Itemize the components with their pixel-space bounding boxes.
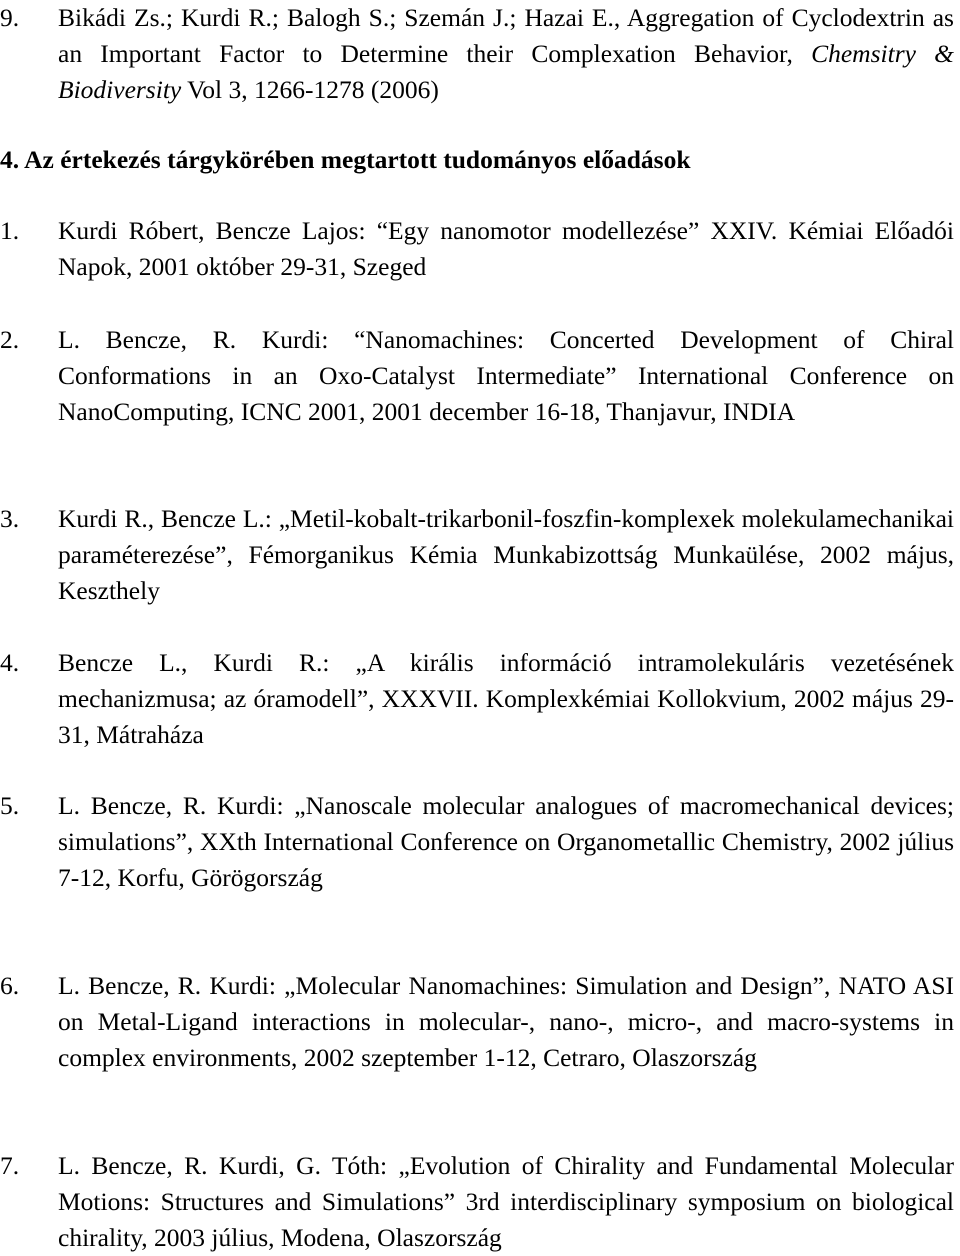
entry-text: L. Bencze, R. Kurdi, G. Tóth: „Evolution of Chirality and Fundamental Molecular Motions: Structures and Simulations” 3rd interdisciplinary symposium on biological chirality, 2003 július, Modena, Olaszország (58, 1151, 954, 1252)
entry-text: Kurdi Róbert, Bencze Lajos: “Egy nanomotor modellezése” XXIV. Kémiai Előadói Napok, 2001 október 29-31, Szeged (58, 216, 954, 281)
entry-number: 5. (0, 791, 20, 820)
entry-text (58, 0, 954, 108)
entry-text: Kurdi R., Bencze L.: „Metil-kobalt-trikarbonil-foszfin-komplexek molekulamechanikai paraméterezése”, Fémorganikus Kémia Munkabizottság Munkaülése, 2002 május, Keszthely (58, 504, 954, 605)
entry-text: L. Bencze, R. Kurdi: “Nanomachines: Concerted Development of Chiral Conformations in an Oxo-Catalyst Intermediate” International Conference on NanoComputing, ICNC 2001, 2001 december 16-18, Thanjavur, INDIA (58, 325, 954, 426)
entry-number: 4. (0, 648, 20, 677)
entry-authors-title: Bikádi Zs.; Kurdi R.; Balogh S.; Szemán J.; Hazai E., Aggregation of Cyclodextrin as an Important Factor to Determine their Complexation Behavior, (58, 3, 954, 68)
entry-details: Vol 3, 1266-1278 (2006) (187, 75, 439, 104)
lecture-entry (0, 968, 960, 1076)
entry-number: 9. (0, 3, 20, 32)
lecture-entry (0, 645, 960, 753)
lecture-entry (0, 213, 960, 285)
lecture-entry (0, 1148, 960, 1256)
entry-number: 1. (0, 216, 20, 245)
lecture-entry (0, 501, 960, 609)
entry-text: L. Bencze, R. Kurdi: „Nanoscale molecular analogues of macromechanical devices; simulations”, XXth International Conference on Organometallic Chemistry, 2002 július 7-12, Korfu, Görögország (58, 791, 954, 892)
journal-name: Chemsitry & Biodiversity (58, 39, 954, 104)
entry-text: L. Bencze, R. Kurdi: „Molecular Nanomachines: Simulation and Design”, NATO ASI on Metal-Ligand interactions in molecular-, nano-, micro-, and macro-systems in complex environments, 2002 szeptember 1-12, Cetraro, Olaszország (58, 971, 954, 1072)
entry-number: 2. (0, 325, 20, 354)
entry-number: 3. (0, 504, 20, 533)
entry-number: 6. (0, 971, 20, 1000)
lecture-entry (0, 322, 960, 430)
reference-entry-9 (0, 0, 960, 108)
lecture-entry (0, 788, 960, 896)
section-heading: 4. Az értekezés tárgykörében megtartott tudományos előadások (0, 145, 691, 174)
entry-text: Bencze L., Kurdi R.: „A királis információ intramolekuláris vezetésének mechanizmusa; az óramodell”, XXXVII. Komplexkémiai Kollokvium, 2002 május 29-31, Mátraháza (58, 648, 954, 749)
entry-number: 7. (0, 1151, 20, 1180)
